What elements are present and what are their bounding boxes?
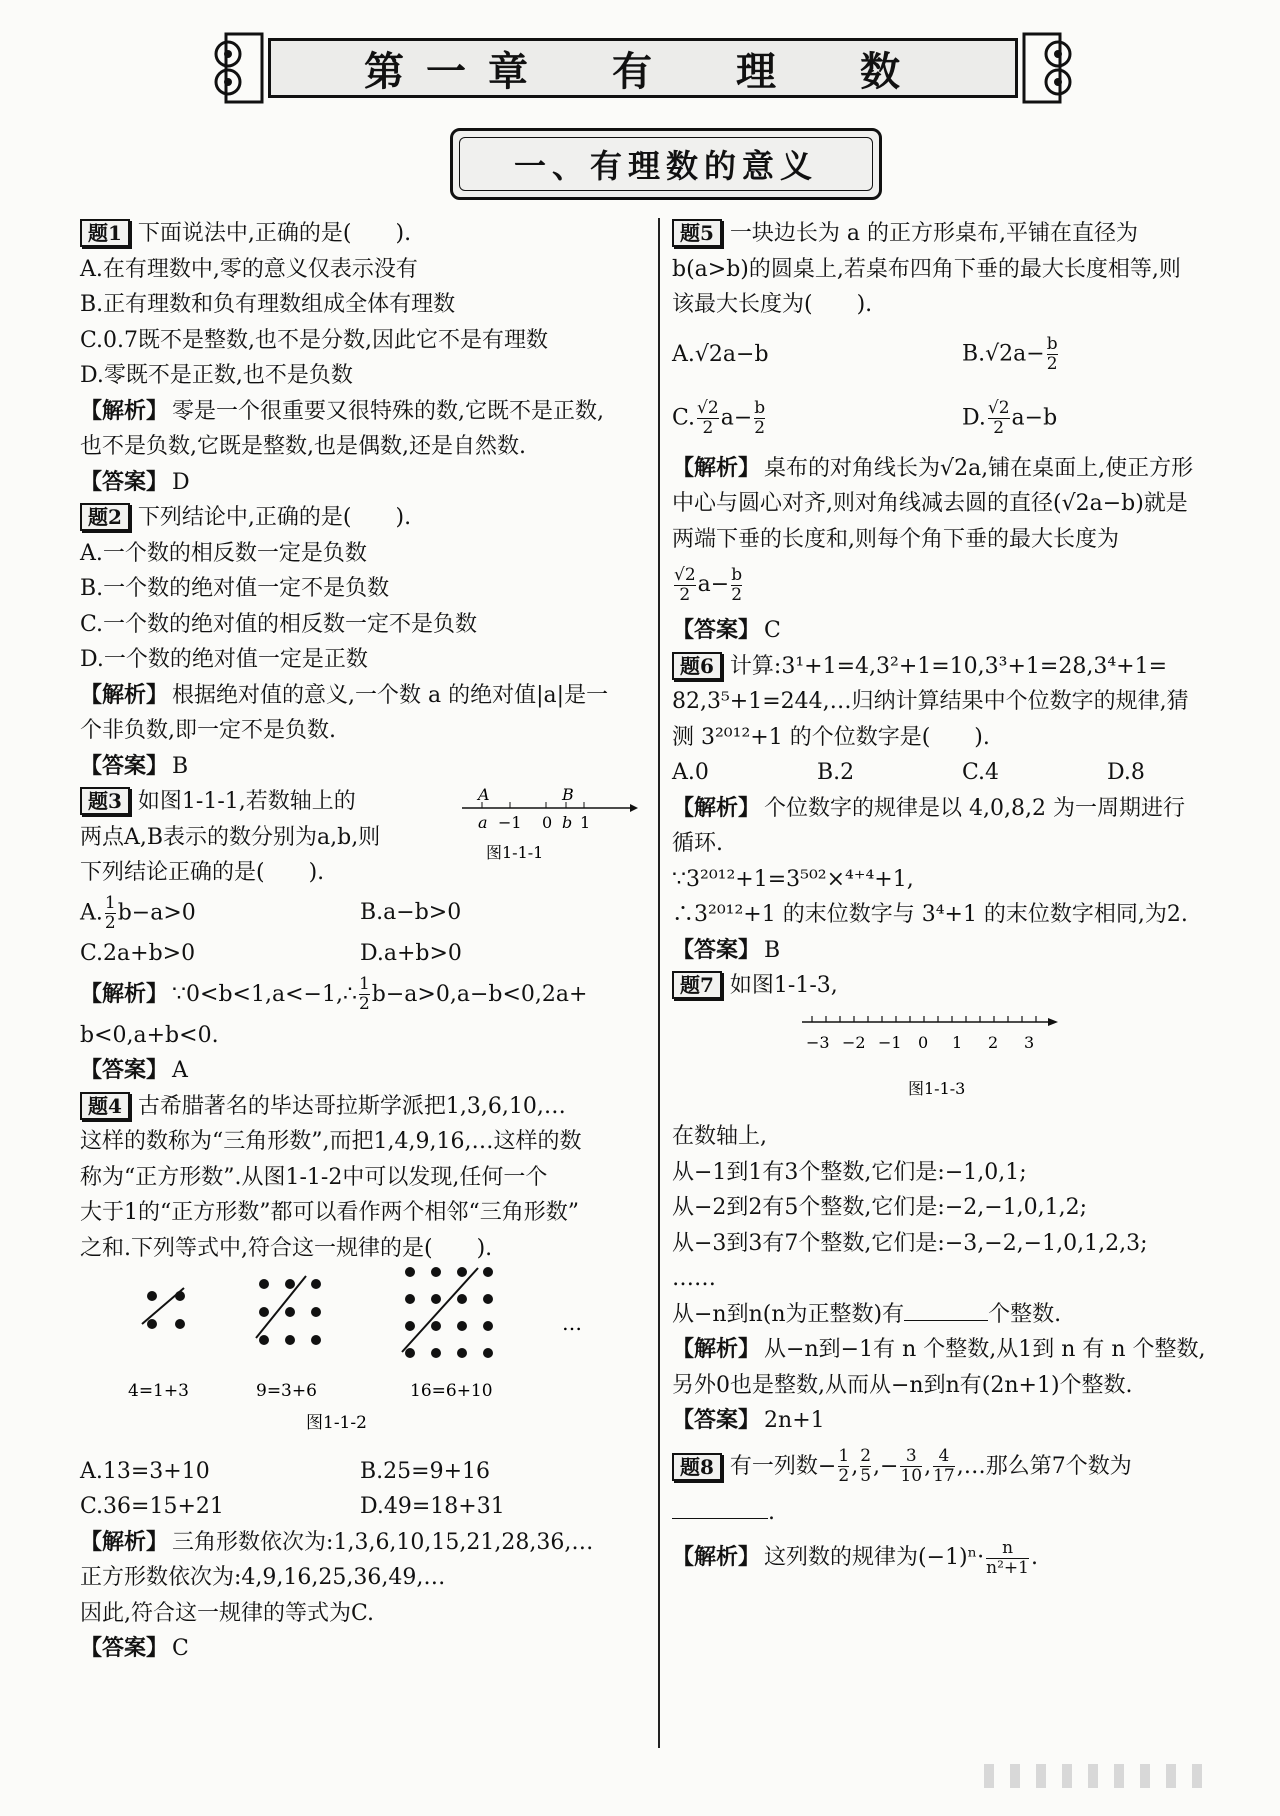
- ornament-right-icon: [1022, 32, 1078, 104]
- q3-block: [80, 784, 640, 890]
- den: 2: [988, 418, 1010, 438]
- caption-4: 4=1+3: [128, 1381, 189, 1401]
- q5-analysis-4-mid: a−: [697, 572, 730, 598]
- q5-option-d: [962, 399, 1252, 438]
- q2-tag: 题2: [80, 503, 130, 531]
- q8-blank-line: [672, 1495, 1252, 1531]
- q4-analysis-1: 三角形数依次为:1,3,6,10,15,21,28,36,…: [172, 1529, 594, 1555]
- q6-analysis-2: 循环.: [672, 831, 723, 856]
- num: √2: [697, 398, 719, 418]
- tick-label: −3: [806, 1032, 830, 1052]
- answer-label: 【 答案 】: [80, 753, 172, 779]
- figure-caption: 图1-1-1: [486, 843, 544, 862]
- num: b: [754, 398, 766, 418]
- q7-line-1: 在数轴上,: [672, 1124, 767, 1149]
- den: n²+1: [986, 1557, 1029, 1578]
- num: 1: [358, 974, 370, 994]
- point-b-label: B: [562, 785, 574, 804]
- q7-line-6-pre: 从−n到n(n为正整数)有: [672, 1301, 905, 1327]
- q3-option-a-pre: A.: [80, 900, 103, 925]
- q8-analysis-end: .: [1030, 1545, 1038, 1571]
- fraction: [900, 1447, 922, 1486]
- answer-label: 【 答案 】: [672, 617, 764, 643]
- q3-analysis-pre: ∵0<b<1,a<−1,∴: [172, 981, 357, 1007]
- fraction: [674, 566, 696, 605]
- den: 2: [754, 418, 766, 438]
- answer-label: 【 答案 】: [80, 469, 172, 495]
- den: 17: [933, 1466, 955, 1486]
- q3-option-a-post: b−a>0: [117, 900, 196, 925]
- q5-analysis-2: 中心与圆心对齐,则对角线减去圆的直径(√2a−b)就是: [672, 491, 1188, 516]
- tick-label: 1: [952, 1032, 963, 1052]
- q8-post: ,…那么第7个数为: [956, 1453, 1132, 1479]
- caption-9: 9=3+6: [256, 1381, 317, 1401]
- q3-number-line: [458, 782, 638, 862]
- q4-analysis: [80, 1525, 640, 1561]
- q5-option-b-pre: B.√2a−: [962, 341, 1045, 367]
- q7-tag: 题7: [672, 971, 722, 999]
- q3-option-d: D.a+b>0: [360, 941, 462, 966]
- q4-option-a: A.13=3+10: [80, 1458, 210, 1484]
- q3-answer: [80, 1053, 640, 1089]
- q1-option-c: C.0.7既不是整数,也不是分数,因此它不是有理数: [80, 327, 549, 353]
- q2-option-b: B.一个数的绝对值一定不是负数: [80, 576, 390, 601]
- q1-stem: [80, 216, 640, 252]
- q1-analysis-1: 零是一个很重要又很特殊的数,它既不是正数,: [172, 398, 605, 424]
- q3-analysis: [80, 972, 640, 1018]
- den: 2: [674, 585, 696, 605]
- den: 2: [1046, 354, 1058, 374]
- q4-tag: 题4: [80, 1092, 130, 1120]
- left-column: [80, 216, 640, 1667]
- q3-stem-2: 两点A,B表示的数分别为a,b,则: [80, 824, 381, 850]
- q1-answer-value: D: [172, 469, 190, 495]
- q5-option-c: [672, 399, 962, 438]
- q5-analysis-3: 两端下垂的长度和,则每个角下垂的最大长度为: [672, 526, 1119, 552]
- q7-analysis-2: 另外0也是整数,从而从−n到n有(2n+1)个整数.: [672, 1372, 1133, 1398]
- q4-stem-4: 大于1的“正方形数”都可以看作两个相邻“三角形数”: [80, 1200, 579, 1225]
- q4-option-b: B.25=9+16: [360, 1458, 491, 1484]
- q4-options-ab: [80, 1454, 640, 1490]
- q6-options: [672, 755, 1252, 791]
- q6-answer: [672, 933, 1252, 969]
- q4-analysis-3: 因此,符合这一规律的等式为C.: [80, 1600, 375, 1626]
- fraction: [1047, 335, 1058, 374]
- tick-label: 0: [918, 1032, 929, 1052]
- q8-tag: 题8: [672, 1453, 722, 1481]
- section-title-text: 一、有理数的意义: [513, 147, 818, 185]
- q5-option-d-post: a−b: [1011, 405, 1058, 431]
- q5-answer-value: C: [764, 618, 781, 643]
- q8-analysis-pre: 这列数的规律为(−1)ⁿ·: [764, 1545, 985, 1571]
- q7-line-2: 从−1到1有3个整数,它们是:−1,0,1;: [672, 1159, 1027, 1185]
- caption-16: 16=6+10: [410, 1381, 493, 1401]
- q2-analysis: [80, 678, 640, 714]
- q5-option-a: A.√2a−b: [672, 341, 769, 367]
- q5-option-b: [962, 335, 1252, 374]
- q6-option-b: B.2: [817, 760, 855, 785]
- q7-blank: [904, 1320, 988, 1321]
- q8-end: .: [768, 1499, 775, 1525]
- ornament-left-icon: [208, 32, 264, 104]
- q1-option-a: A.在有理数中,零的意义仅表示没有: [80, 256, 418, 282]
- analysis-label: 【 解析 】: [80, 682, 172, 708]
- fraction: [697, 399, 719, 438]
- q1-analysis: [80, 394, 640, 430]
- q7-line-5: ……: [672, 1266, 716, 1291]
- q7-line-3: 从−2到2有5个整数,它们是:−2,−1,0,1,2;: [672, 1195, 1088, 1220]
- q2-stem: [80, 500, 640, 536]
- q4-dot-figure: [80, 1266, 640, 1442]
- answer-label: 【 答案 】: [672, 1407, 764, 1433]
- q6-tag: 题6: [672, 652, 722, 680]
- q2-analysis-2: 个非负数,即一定不是负数.: [80, 718, 336, 743]
- fraction: [986, 1539, 1029, 1578]
- den: 10: [900, 1466, 923, 1486]
- fraction: [731, 566, 742, 605]
- q7-line-4: 从−3到3有7个整数,它们是:−3,−2,−1,0,1,2,3;: [672, 1230, 1148, 1256]
- answer-label: 【 答案 】: [80, 1635, 172, 1661]
- num: n: [1002, 1537, 1014, 1558]
- q3-option-c: C.2a+b>0: [80, 941, 196, 966]
- q3-stem-3: 下列结论正确的是( ).: [80, 860, 325, 885]
- answer-label: 【 答案 】: [80, 1057, 172, 1083]
- q5-analysis-4: [672, 557, 1252, 613]
- q2-option-a: A.一个数的相反数一定是负数: [80, 540, 367, 566]
- analysis-label: 【 解析 】: [672, 455, 764, 481]
- q5-tag: 题5: [672, 219, 722, 247]
- figure-caption: 图1-1-2: [306, 1413, 367, 1433]
- q7-answer: [672, 1403, 1252, 1439]
- q3-tag: 题3: [80, 787, 130, 815]
- fraction: [933, 1447, 955, 1486]
- q4-stem-2: 这样的数称为“三角形数”,而把1,4,9,16,…这样的数: [80, 1129, 582, 1154]
- den: 2: [358, 994, 370, 1014]
- q3-options-ab: [80, 890, 640, 936]
- q6-analysis: [672, 791, 1252, 827]
- num: 3: [905, 1446, 917, 1466]
- column-divider: [658, 218, 660, 1748]
- fraction: [860, 1447, 871, 1486]
- q6-analysis-1: 个位数字的规律是以 4,0,8,2 为一周期进行: [764, 795, 1186, 821]
- chapter-banner: [208, 32, 1078, 104]
- q4-answer-value: C: [172, 1636, 189, 1661]
- tick-label: 0: [542, 813, 553, 832]
- num: 2: [860, 1446, 872, 1466]
- q6-stem-1-text: 计算:3¹+1=4,3²+1=10,3³+1=28,3⁴+1=: [729, 653, 1168, 679]
- q6-option-c: C.4: [962, 760, 1000, 785]
- q7-answer-value: 2n+1: [764, 1408, 825, 1433]
- den: 5: [860, 1466, 872, 1486]
- q1-answer: [80, 465, 640, 501]
- analysis-label: 【 解析 】: [672, 1336, 764, 1362]
- q1-option-b: B.正有理数和负有理数组成全体有理数: [80, 292, 456, 317]
- watermark-bars-icon: [980, 1760, 1240, 1790]
- q5-options-cd: [672, 387, 1252, 451]
- num: b: [731, 564, 743, 585]
- num: 4: [938, 1446, 950, 1466]
- q1-stem-text: 下面说法中,正确的是( ).: [137, 221, 412, 246]
- analysis-label: 【 解析 】: [672, 1540, 764, 1576]
- q4-option-d: D.49=18+31: [360, 1494, 505, 1519]
- q3-analysis-post: b−a>0,a−b<0,2a+: [371, 981, 588, 1007]
- analysis-label: 【 解析 】: [80, 1529, 172, 1555]
- tick-label: 2: [988, 1032, 999, 1052]
- q6-stem-1: [672, 649, 1252, 685]
- q6-stem-3: 测 3²⁰¹²+1 的个位数字是( ).: [672, 724, 990, 750]
- q4-option-c: C.36=15+21: [80, 1494, 224, 1519]
- q4-stem-1: [80, 1089, 640, 1125]
- tick-label: a: [478, 813, 488, 832]
- ellipsis: …: [562, 1311, 582, 1335]
- q5-option-d-pre: D.: [962, 405, 986, 431]
- tick-label: b: [562, 813, 573, 832]
- q5-stem-2: b(a>b)的圆桌上,若桌布四角下垂的最大长度相等,则: [672, 256, 1181, 282]
- q5-option-c-mid: a−: [720, 405, 753, 431]
- q6-option-d: D.8: [1107, 760, 1145, 785]
- q3-option-b: B.a−b>0: [360, 900, 462, 926]
- q3-answer-value: A: [172, 1058, 188, 1083]
- q3-stem-1-text: 如图1-1-1,若数轴上的: [137, 789, 356, 814]
- q5-analysis: [672, 451, 1252, 487]
- den: 2: [731, 584, 743, 605]
- tick-label: 1: [580, 813, 591, 832]
- den: 2: [838, 1466, 850, 1486]
- q6-analysis-4: ∴3²⁰¹²+1 的末位数字与 3⁴+1 的末位数字相同,为2.: [672, 902, 1188, 927]
- num: 1: [838, 1446, 850, 1466]
- fraction: [359, 975, 370, 1014]
- q3-analysis-2: b<0,a+b<0.: [80, 1022, 219, 1048]
- num: b: [1046, 334, 1058, 354]
- q5-stem-1-text: 一块边长为 a 的正方形桌布,平铺在直径为: [729, 221, 1139, 246]
- q2-option-d: D.一个数的绝对值一定是正数: [80, 647, 368, 672]
- q5-option-c-pre: C.: [672, 405, 696, 431]
- analysis-label: 【 解析 】: [672, 795, 764, 821]
- q5-analysis-1: 桌布的对角线长为√2a,铺在桌面上,使正方形: [764, 455, 1194, 481]
- q6-analysis-3: ∵3²⁰¹²+1=3⁵⁰²×⁴⁺⁴+1,: [672, 866, 914, 892]
- tick-label: −1: [878, 1032, 902, 1052]
- point-a-label: A: [478, 785, 490, 804]
- den: 2: [104, 912, 116, 933]
- num: √2: [987, 398, 1010, 418]
- q2-stem-text: 下列结论中,正确的是( ).: [137, 505, 412, 530]
- q2-answer-value: B: [172, 753, 189, 779]
- q3-option-a: [80, 894, 360, 933]
- q4-stem-3: 称为“正方形数”.从图1-1-2中可以发现,任何一个: [80, 1164, 548, 1190]
- figure-caption: 图1-1-3: [908, 1078, 966, 1098]
- den: 2: [697, 418, 719, 438]
- q4-stem-5: 之和.下列等式中,符合这一规律的是( ).: [80, 1235, 493, 1261]
- sep: ,−: [873, 1453, 899, 1479]
- q4-options-cd: [80, 1489, 640, 1525]
- num: 1: [104, 892, 116, 913]
- q2-answer: [80, 749, 640, 785]
- q7-stem: [672, 968, 1252, 1004]
- q4-stem-1-text: 古希腊著名的毕达哥拉斯学派把1,3,6,10,…: [137, 1093, 566, 1119]
- q7-line-6-post: 个整数.: [988, 1301, 1062, 1327]
- q2-analysis-1: 根据绝对值的意义,一个数 a 的绝对值|a|是一: [172, 682, 609, 708]
- q7-stem-text: 如图1-1-3,: [729, 973, 838, 998]
- right-column: [672, 216, 1252, 1586]
- q6-stem-2: 82,3⁵+1=244,…归纳计算结果中个位数字的规律,猜: [672, 689, 1189, 714]
- q7-line-6: [672, 1297, 1252, 1333]
- q5-options-ab: [672, 323, 1252, 387]
- q8-stem: [672, 1439, 1252, 1495]
- q8-blank: [672, 1518, 768, 1519]
- q8-pre: 有一列数−: [729, 1453, 837, 1479]
- q1-tag: 题1: [80, 219, 130, 247]
- q5-stem-3: 该最大长度为( ).: [672, 292, 873, 317]
- num: √2: [674, 564, 696, 585]
- tick-label: −2: [842, 1032, 866, 1052]
- tick-label: −1: [498, 813, 522, 832]
- q5-stem-1: [672, 216, 1252, 252]
- q8-analysis: [672, 1530, 1252, 1586]
- q6-answer-value: B: [764, 937, 781, 963]
- fraction: [105, 894, 116, 933]
- sep: ,: [851, 1453, 859, 1479]
- answer-label: 【 答案 】: [672, 937, 764, 963]
- analysis-label: 【 解析 】: [80, 398, 172, 424]
- q4-answer: [80, 1631, 640, 1667]
- chapter-title: 第一章 有 理 数: [268, 38, 1018, 98]
- q5-answer: [672, 613, 1252, 649]
- tick-label: 3: [1024, 1032, 1035, 1052]
- section-title: [450, 128, 882, 200]
- q1-option-d: D.零既不是正数,也不是负数: [80, 363, 353, 388]
- fraction: [754, 399, 765, 438]
- q4-analysis-2: 正方形数依次为:4,9,16,25,36,49,…: [80, 1565, 446, 1590]
- fraction: [838, 1447, 849, 1486]
- q7-number-line: [672, 1004, 1252, 1108]
- sep: ,: [924, 1453, 932, 1479]
- analysis-label: 【 解析 】: [80, 977, 172, 1013]
- q2-option-c: C.一个数的绝对值的相反数一定不是负数: [80, 611, 478, 637]
- fraction: [988, 399, 1010, 438]
- q7-analysis-1: 从−n到−1有 n 个整数,从1到 n 有 n 个整数,: [764, 1337, 1206, 1362]
- q7-analysis: [672, 1332, 1252, 1368]
- q3-options-cd: [80, 936, 640, 972]
- q6-option-a: A.0: [672, 760, 709, 785]
- q1-analysis-2: 也不是负数,它既是整数,也是偶数,还是自然数.: [80, 434, 526, 459]
